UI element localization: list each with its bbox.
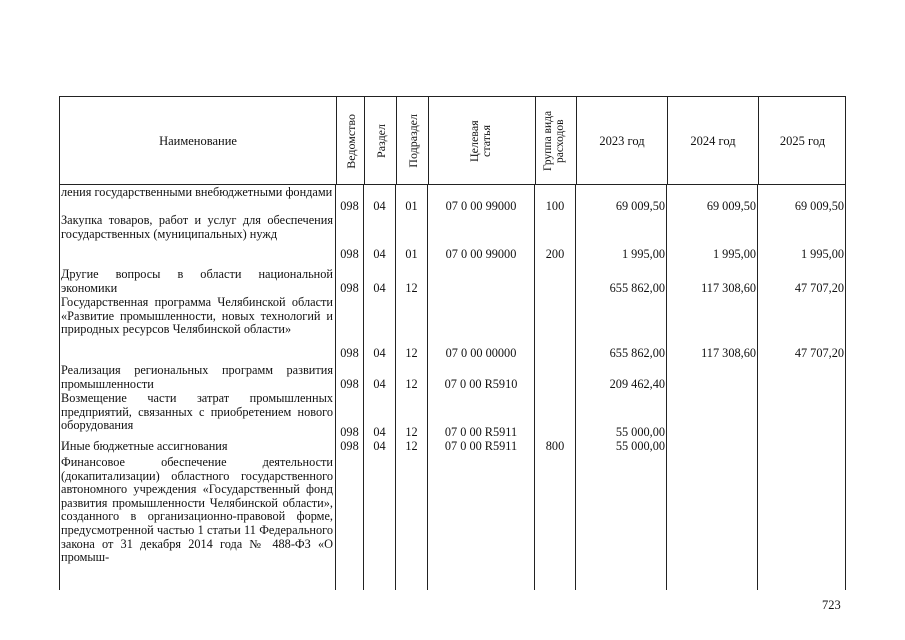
row-vedomstvo: 098 [340, 425, 359, 439]
row-name: Реализация региональных программ развития промышленности [61, 363, 333, 391]
row-2023: 55 000,00 [615, 425, 665, 439]
header-vedomstvo [337, 97, 364, 185]
header-name [60, 97, 336, 185]
row-celevaya: 07 0 00 99000 [445, 199, 517, 213]
table-header [59, 96, 846, 185]
row-2023: 209 462,40 [609, 377, 665, 391]
row-vedomstvo: 098 [340, 199, 359, 213]
row-gruppa: 100 [545, 199, 565, 213]
row-2025: 47 707,20 [794, 281, 844, 295]
header-2025 [759, 97, 846, 185]
row-vedomstvo: 098 [340, 281, 359, 295]
row-2024: 69 009,50 [706, 199, 756, 213]
row-2023: 55 000,00 [615, 439, 665, 453]
row-2025: 1 995,00 [800, 247, 844, 261]
row-celevaya: 07 0 00 99000 [445, 247, 517, 261]
table-row [59, 186, 846, 214]
row-2024: 117 308,60 [701, 346, 756, 360]
header-razdel-label: Раздел [373, 124, 388, 158]
table-row [59, 391, 846, 439]
row-2024: 117 308,60 [701, 281, 756, 295]
header-divider [758, 97, 759, 185]
row-2025: 69 009,50 [794, 199, 844, 213]
row-gruppa: 200 [545, 247, 565, 261]
table-row [59, 213, 846, 261]
header-razdel [365, 97, 396, 185]
table-row [59, 456, 846, 590]
row-razdel: 04 [373, 199, 386, 213]
row-2023: 655 862,00 [609, 346, 665, 360]
header-2024-label: 2024 год [690, 134, 736, 148]
row-podrazdel: 12 [405, 377, 418, 391]
row-vedomstvo: 098 [340, 377, 359, 391]
header-vedomstvo-label: Ведомство [343, 113, 358, 169]
row-celevaya: 07 0 00 00000 [445, 346, 517, 360]
header-divider [364, 97, 365, 185]
header-divider [535, 97, 536, 185]
row-celevaya: 07 0 00 R5910 [444, 377, 518, 391]
header-divider [667, 97, 668, 185]
row-razdel: 04 [373, 281, 386, 295]
row-2024: 1 995,00 [712, 247, 756, 261]
header-gruppa-label: Группа вида расходов [542, 110, 566, 172]
row-razdel: 04 [373, 425, 386, 439]
header-name-label: Наименование [159, 134, 237, 148]
row-gruppa: 800 [545, 439, 565, 453]
row-2023: 1 995,00 [621, 247, 665, 261]
table-row [59, 296, 846, 364]
header-2025-label: 2025 год [779, 134, 826, 148]
header-divider [396, 97, 397, 185]
table-row [59, 440, 846, 454]
row-name: Государственная программа Челябинской области «Развитие промышленности, новых технологий и природных ресурсов Челябинской области» [61, 295, 333, 337]
header-divider [428, 97, 429, 185]
row-razdel: 04 [373, 247, 386, 261]
row-2023: 69 009,50 [615, 199, 665, 213]
table-row [59, 364, 846, 392]
header-2023-label: 2023 год [599, 134, 645, 148]
header-podrazdel [397, 97, 428, 185]
row-razdel: 04 [373, 439, 386, 453]
header-2023 [577, 97, 667, 185]
row-podrazdel: 12 [405, 439, 418, 453]
row-vedomstvo: 098 [340, 247, 359, 261]
row-vedomstvo: 098 [340, 346, 359, 360]
row-vedomstvo: 098 [340, 439, 359, 453]
row-celevaya: 07 0 00 R5911 [444, 425, 518, 439]
page-number: 723 [822, 598, 841, 612]
row-razdel: 04 [373, 377, 386, 391]
row-podrazdel: 12 [405, 425, 418, 439]
row-podrazdel: 01 [405, 199, 418, 213]
header-2024 [668, 97, 758, 185]
row-podrazdel: 12 [405, 281, 418, 295]
row-razdel: 04 [373, 346, 386, 360]
row-name: Иные бюджетные ассигнования [61, 439, 228, 453]
row-name: ления государственными внебюджетными фондами [61, 185, 333, 199]
row-podrazdel: 12 [405, 346, 418, 360]
row-celevaya: 07 0 00 R5911 [444, 439, 518, 453]
header-gruppa [536, 97, 576, 185]
row-name: Финансовое обеспечение деятельности (докапитализации) областного государственного автономного учреждения «Государственный фонд развития промышленности Челябинской области», созданного в организационно-правовой форме, предусмотренной частью 1 статьи 11 Федерального закона от 31 декабря 2014 года № 488-ФЗ «О промыш- [61, 455, 333, 565]
row-name: Закупка товаров, работ и услуг для обеспечения государственных (муниципальных) нужд [61, 213, 333, 241]
table-row [59, 268, 846, 296]
header-divider [576, 97, 577, 185]
header-celevaya-label: Целевая статья [467, 120, 493, 162]
header-celevaya [429, 97, 535, 185]
row-name: Другие вопросы в области национальной экономики [61, 267, 333, 295]
row-podrazdel: 01 [405, 247, 418, 261]
header-podrazdel-label: Подраздел [405, 114, 420, 168]
row-name: Возмещение части затрат промышленных предприятий, связанных с приобретением нового оборудования [61, 391, 333, 433]
row-2023: 655 862,00 [609, 281, 665, 295]
row-2025: 47 707,20 [794, 346, 844, 360]
header-divider [336, 97, 337, 185]
